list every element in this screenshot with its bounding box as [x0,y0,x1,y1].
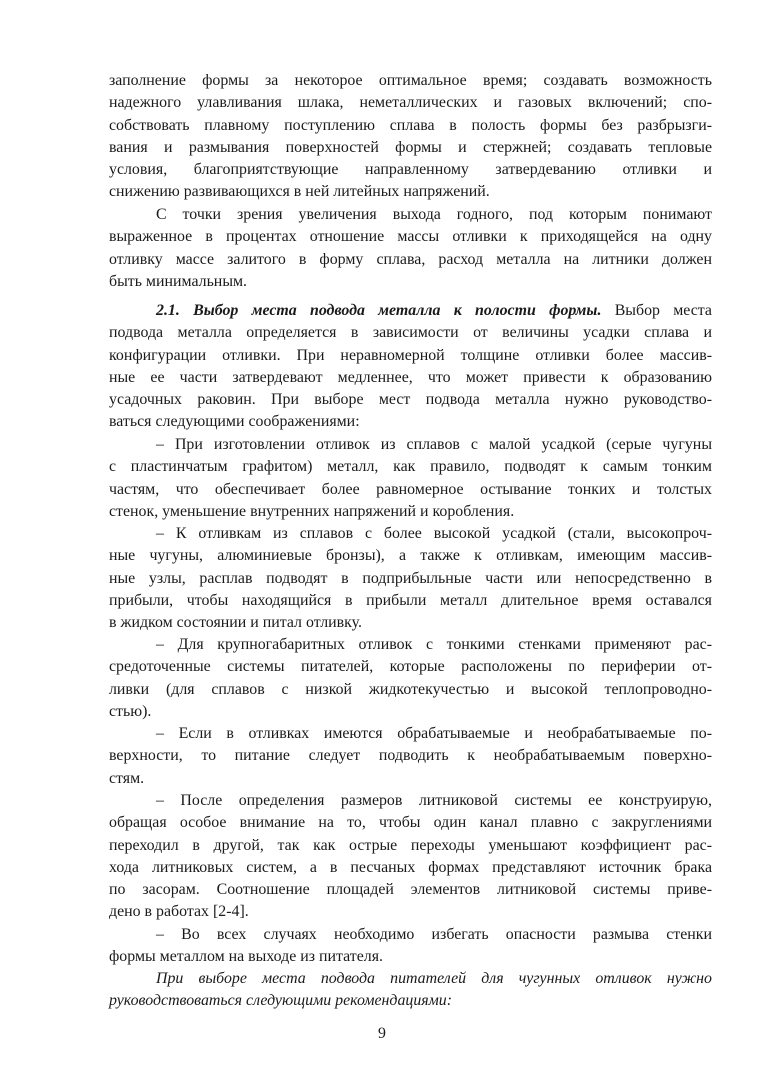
text-line: стенок, уменьшение внутренних напряжений и коробления. [109,502,515,520]
text-line: ные узлы, расплав подводят в подприбыльные части или непосредственно в [109,569,712,587]
text-line: руководствоваться следующими рекомендациями: [109,992,453,1010]
list-item-large-castings [109,634,712,723]
text-line: стью). [109,702,152,720]
text-line: в жидком состоянии и питал отливку. [109,614,363,632]
text-line: – Во всех случаях необходимо избегать опасности размыва стенки [156,926,712,943]
text-line: с пластинчатым графитом) металл, как правило, подводят к самым тонким [109,458,712,476]
section-heading: 2.1. Выбор места подвода металла к полости формы. [156,302,602,319]
text-line: надежного улавливания шлака, неметаллических и газовых включений; спо- [109,94,712,112]
text-line: быть минимальным. [109,272,248,290]
text-line: хода литниковых систем, а в песчаных формах представляют источник брака [109,858,712,876]
text-line: – Для крупногабаритных отливок с тонкими стенками применяют рас- [156,636,712,653]
text-line: подвода металла определяется в зависимости от величины усадки сплава и [109,324,712,342]
text-line: – После определения размеров литниковой системы ее конструирую, [156,792,712,809]
text-line: конфигурации отливки. При неравномерной толщине отливки более массив- [109,346,712,364]
text-line: снижению развивающихся в ней литейных напряжений. [109,183,490,201]
paragraph-yield [109,204,712,293]
text-line: частям, что обеспечивает более равномерное остывание тонких и толстых [109,480,712,498]
text-line: стям. [109,769,145,787]
text-line: ливки (для сплавов с низкой жидкотекучестью и высокой теплопроводно- [109,680,712,698]
text-line: выраженное в процентах отношение массы отливки к приходящейся на одну [109,228,712,246]
text-line: – К отливкам из сплавов с более высокой усадкой (стали, высокопроч- [156,525,712,542]
list-item-low-shrinkage [109,434,712,523]
text-line: дено в работах [2-4]. [109,903,249,921]
text-line: по засорам. Соотношение площадей элементов литниковой системы приве- [109,881,712,899]
text-line: переходил в другой, так как острые переходы уменьшают коэффициент рас- [109,836,712,854]
text-line: прибыли, чтобы находящийся в прибыли металл длительное время оставался [109,591,712,609]
text-line: собствовать плавному поступлению сплава в полость формы без разбрызги- [109,116,712,134]
text-line: С точки зрения увеличения выхода годного, под которым понимают [156,206,712,223]
page-number: 9 [378,1025,386,1042]
section-2-1 [109,300,712,434]
text-line: заполнение формы за некоторое оптимальное время; создавать возможность [109,72,712,89]
text-line: усадочных раковин. При выборе мест подвода металла нужно руководство- [109,391,712,409]
text-line: – При изготовлении отливок из сплавов с малой усадкой (серые чугуны [156,436,712,453]
list-item-gating-design [109,790,712,924]
paragraph-recommendations [109,968,712,1013]
text-line: ные чугуны, алюминиевые бронзы), а также к отливкам, имеющим массив- [109,547,712,565]
text-line: условия, благоприятствующие направленному затвердеванию отливки и [109,161,712,179]
text-line: средоточенные системы питателей, которые расположены по периферии от- [109,658,712,676]
text-line: ваться следующими соображениями: [109,413,360,431]
paragraph-continuation [109,70,712,204]
list-item-machined-surfaces [109,723,712,790]
text-span: Выбор места [601,302,712,319]
text-line: ные ее части затвердевают медленнее, что может привести к образованию [109,368,712,386]
section-heading-line [109,300,712,322]
text-line: – Если в отливках имеются обрабатываемые и необрабатываемые по- [156,725,712,742]
text-line: формы металлом на выходе из питателя. [109,948,384,966]
list-item-erosion [109,924,712,969]
text-line: обращая особое внимание на то, чтобы один канал плавно с закруглениями [109,814,712,832]
list-item-high-shrinkage [109,523,712,634]
text-line: верхности, то питание следует подводить к необрабатываемым поверхно- [109,747,712,765]
text-line: При выборе места подвода питателей для чугунных отливок нужно [156,970,712,987]
text-line: вания и размывания поверхностей формы и стержней; создавать тепловые [109,138,712,156]
text-line: отливку массе залитого в форму сплава, расход металла на литники должен [109,250,712,268]
